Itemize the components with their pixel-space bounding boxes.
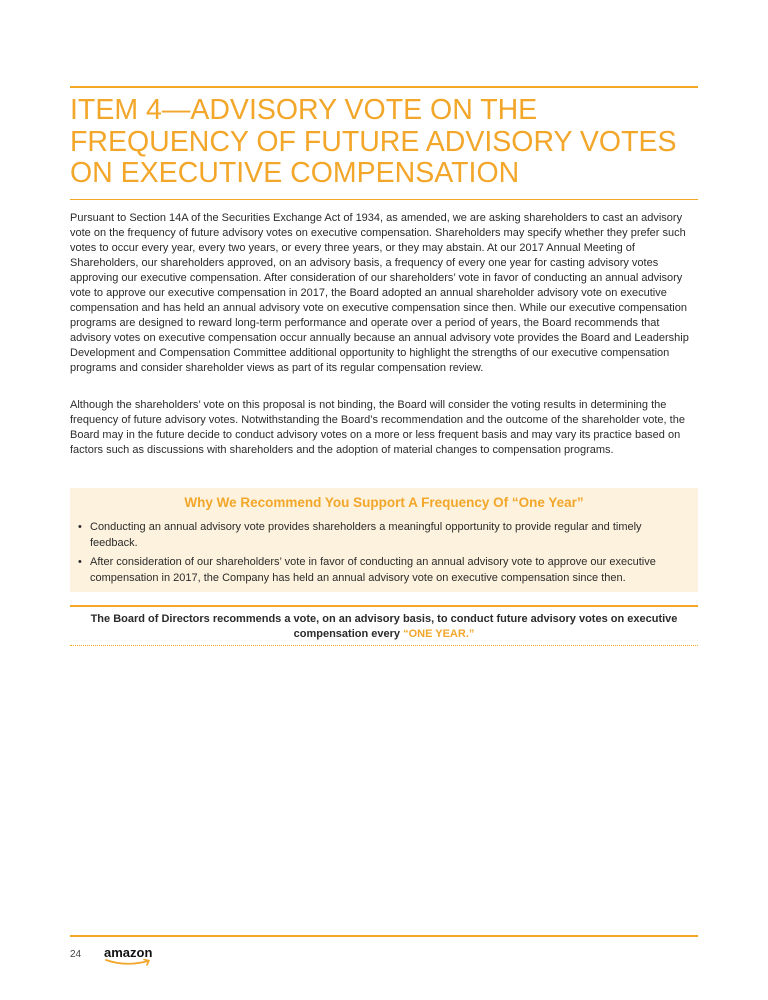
list-item-text: After consideration of our shareholders’ vote in favor of conducting an annual advisory vote to approve our executive compensation in 2017, the Company has held an annual advisory vote on executive compensation since then.	[90, 556, 656, 584]
bullet-icon: •	[78, 556, 82, 568]
smile-arrow-icon	[104, 958, 160, 968]
recommendation-text: The Board of Directors recommends a vote, on an advisory basis, to conduct future advisory votes on executive compensation every	[90, 613, 678, 640]
recommendation-callout-box	[70, 488, 698, 592]
title-bottom-rule	[70, 199, 698, 200]
amazon-logo	[104, 946, 164, 970]
body-paragraph-1: Pursuant to Section 14A of the Securities Exchange Act of 1934, as amended, we are asking shareholders to cast an advisory vote on the frequency of future advisory votes on executive compensation. Shareholders may specify whether they prefer such votes to occur every year, every two years, or every three years, or they may abstain. At our 2017 Annual Meeting of Shareholders, our shareholders approved, on an advisory basis, a frequency of every one year for casting advisory votes approving our executive compensation. After consideration of our shareholders’ vote in favor of conducting an annual advisory vote to approve our executive compensation in 2017, the Board adopted an annual shareholder advisory vote on executive compensation and has held an annual advisory vote on executive compensation since then. While our executive compensation programs are designed to reward long-term performance and operate over a period of years, the Board recommends that advisory votes on executive compensation occur annually because an annual advisory vote provides the Board and Leadership Development and Compensation Committee additional opportunity to highlight the strengths of our executive compensation programs and consider shareholder views as part of its regular compensation review.	[70, 212, 689, 374]
callout-bullet-list	[70, 520, 698, 590]
recommendation-highlight: “ONE YEAR.”	[403, 628, 475, 640]
callout-heading: Why We Recommend You Support A Frequency Of “One Year”	[184, 495, 584, 510]
list-item	[70, 555, 698, 586]
bullet-icon: •	[78, 521, 82, 533]
page-title: ITEM 4—ADVISORY VOTE ON THE FREQUENCY OF FUTURE ADVISORY VOTES ON EXECUTIVE COMPENSATION	[70, 94, 677, 189]
footer-rule	[70, 935, 698, 937]
list-item-text: Conducting an annual advisory vote provides shareholders a meaningful opportunity to provide regular and timely feedback.	[90, 521, 642, 549]
page-number: 24	[70, 949, 82, 960]
title-top-rule	[70, 86, 698, 88]
recommendation-top-rule	[70, 605, 698, 607]
document-page	[70, 0, 698, 1000]
logo-wordmark: amazon	[104, 945, 153, 960]
board-recommendation	[70, 612, 698, 642]
recommendation-dotted-rule	[70, 645, 698, 646]
list-item	[70, 520, 698, 551]
body-paragraph-2: Although the shareholders’ vote on this proposal is not binding, the Board will consider the voting results in determining the frequency of future advisory votes. Notwithstanding the Board’s recommendation and the outcome of the shareholder vote, the Board may in the future decide to conduct advisory votes on a more or less frequent basis and may vary its practice based on factors such as discussions with shareholders and the adoption of material changes to compensation programs.	[70, 399, 685, 456]
